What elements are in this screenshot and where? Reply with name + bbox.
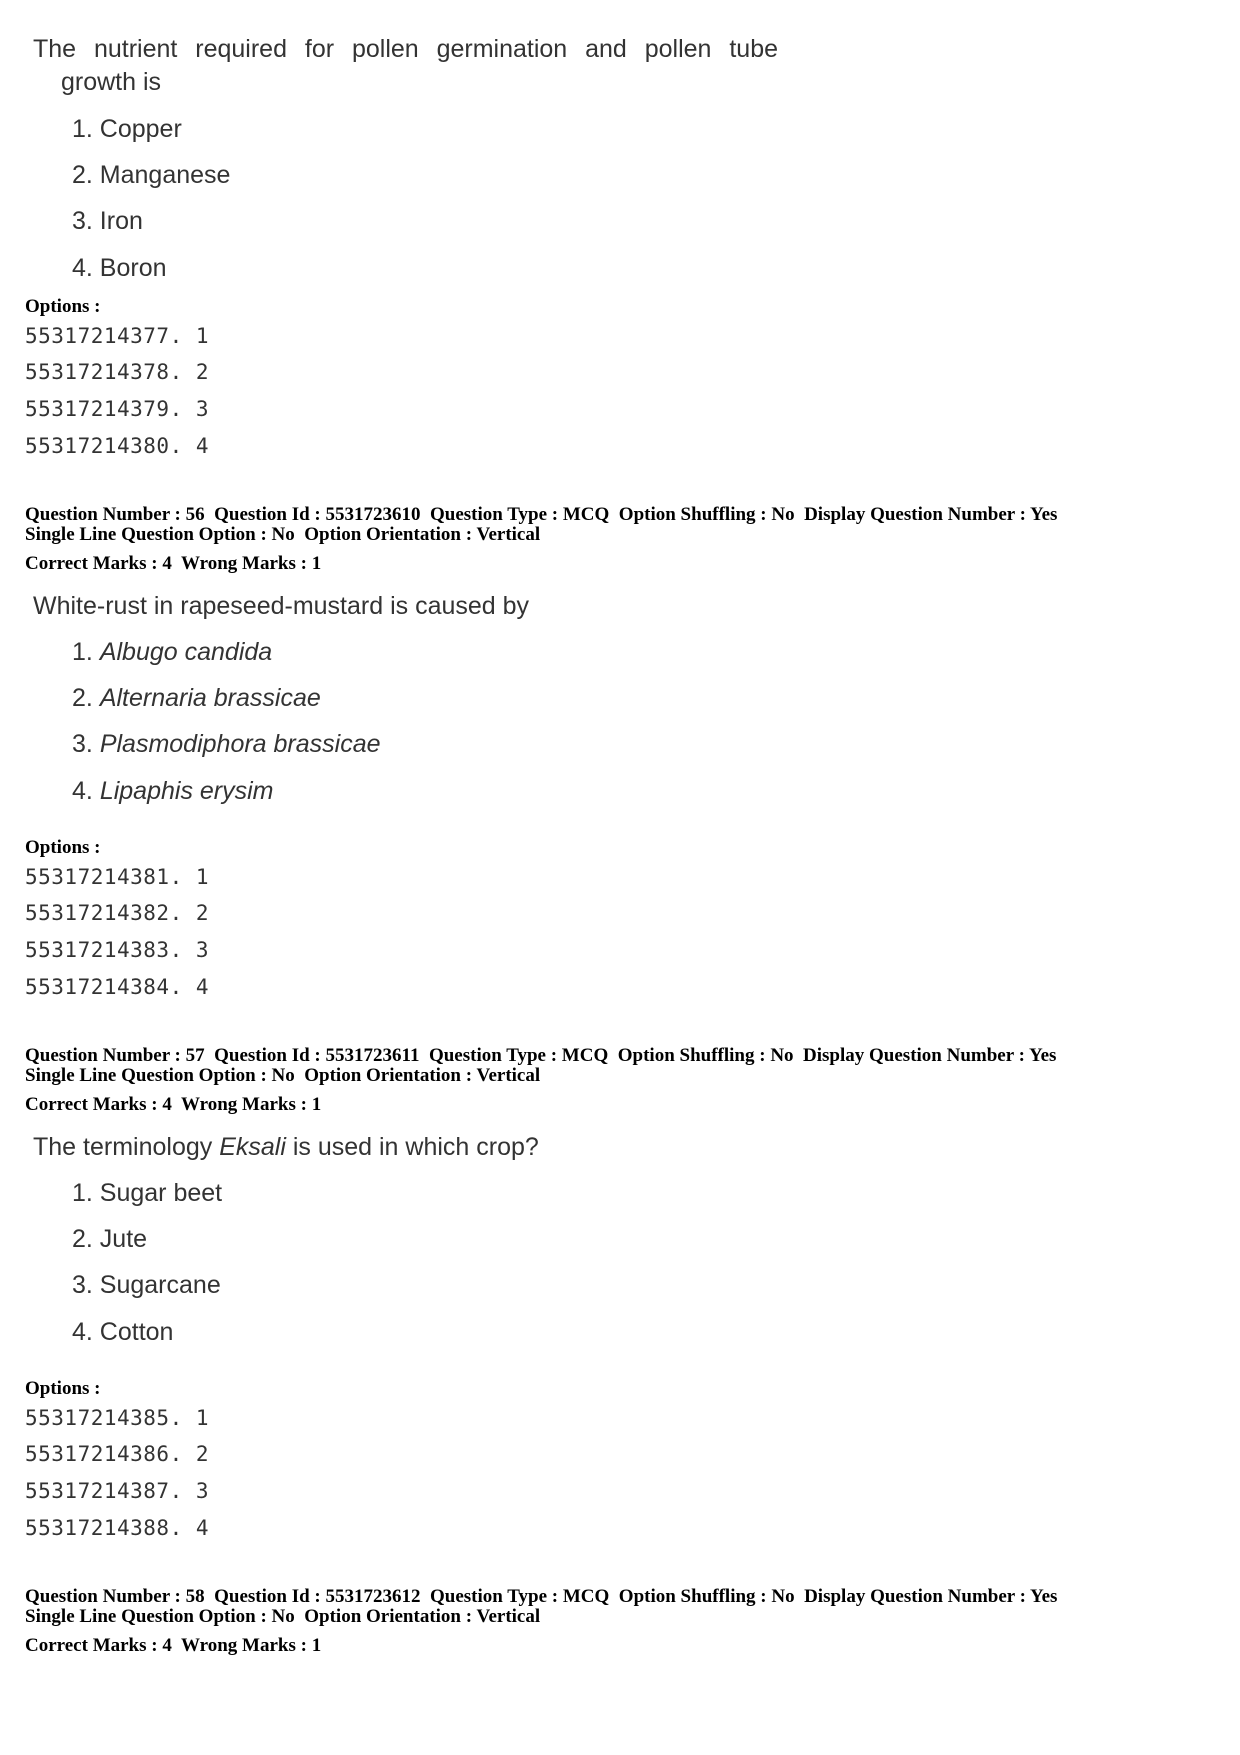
q55-choice-3: 3. Iron bbox=[72, 207, 143, 235]
q57-option-id-1: 55317214385. 1 bbox=[25, 1406, 210, 1430]
q55-option-id-1: 55317214377. 1 bbox=[25, 324, 210, 348]
q56-choice-2-name: Alternaria brassicae bbox=[99, 684, 321, 712]
q56-choice-1-name: Albugo candida bbox=[99, 638, 273, 666]
q57-text-before: The terminology bbox=[33, 1133, 220, 1161]
q55-option-id-3: 55317214379. 3 bbox=[25, 397, 210, 421]
q57-question-text bbox=[33, 1131, 539, 1164]
q57-option-id-4: 55317214388. 4 bbox=[25, 1516, 210, 1540]
q55-option-id-4: 55317214380. 4 bbox=[25, 434, 210, 458]
q56-marks: Correct Marks : 4 Wrong Marks : 1 bbox=[25, 553, 322, 574]
q57-options-label: Options : bbox=[25, 1378, 101, 1399]
q57-meta-line2: Single Line Question Option : No Option Orientation : Vertical bbox=[25, 1065, 541, 1086]
q57-choice-4: 4. Cotton bbox=[72, 1318, 174, 1346]
q57-choice-2: 2. Jute bbox=[72, 1225, 148, 1253]
q55-choice-2: 2. Manganese bbox=[72, 161, 231, 189]
q56-question-text: White-rust in rapeseed-mustard is caused by bbox=[33, 592, 530, 620]
q56-choice-2-number: 2. bbox=[72, 684, 93, 712]
q56-option-id-3: 55317214383. 3 bbox=[25, 938, 210, 962]
q57-text-italic: Eksali bbox=[219, 1133, 286, 1161]
q57-option-id-3: 55317214387. 3 bbox=[25, 1479, 210, 1503]
q58-marks: Correct Marks : 4 Wrong Marks : 1 bbox=[25, 1635, 322, 1656]
q57-text-after: is used in which crop? bbox=[285, 1133, 539, 1161]
q55-question-text-line1: The nutrient required for pollen germination and pollen tube bbox=[33, 35, 778, 63]
q57-marks: Correct Marks : 4 Wrong Marks : 1 bbox=[25, 1094, 322, 1115]
q56-choice-4 bbox=[72, 775, 274, 808]
q56-option-id-2: 55317214382. 2 bbox=[25, 901, 210, 925]
q56-meta-line2: Single Line Question Option : No Option Orientation : Vertical bbox=[25, 524, 541, 545]
q56-choice-3 bbox=[72, 728, 381, 761]
q58-meta-line2: Single Line Question Option : No Option Orientation : Vertical bbox=[25, 1606, 541, 1627]
q57-option-id-2: 55317214386. 2 bbox=[25, 1442, 210, 1466]
q57-choice-1: 1. Sugar beet bbox=[72, 1179, 223, 1207]
q57-choice-3: 3. Sugarcane bbox=[72, 1271, 221, 1299]
q56-choice-1 bbox=[72, 636, 272, 669]
q56-options-label: Options : bbox=[25, 837, 101, 858]
q56-choice-4-number: 4. bbox=[72, 777, 93, 805]
q55-question-text-line2: growth is bbox=[61, 68, 162, 96]
q55-choice-1: 1. Copper bbox=[72, 115, 182, 143]
q56-meta-line1: Question Number : 56 Question Id : 5531723610 Question Type : MCQ Option Shuffling : No Display Question Number : Yes bbox=[25, 504, 1058, 525]
q56-option-id-4: 55317214384. 4 bbox=[25, 975, 210, 999]
q55-option-id-2: 55317214378. 2 bbox=[25, 360, 210, 384]
q57-meta-line1: Question Number : 57 Question Id : 5531723611 Question Type : MCQ Option Shuffling : No Display Question Number : Yes bbox=[25, 1045, 1057, 1066]
q55-options-label: Options : bbox=[25, 296, 101, 317]
q56-choice-2 bbox=[72, 682, 321, 715]
q56-choice-3-number: 3. bbox=[72, 730, 93, 758]
q58-meta-line1: Question Number : 58 Question Id : 5531723612 Question Type : MCQ Option Shuffling : No Display Question Number : Yes bbox=[25, 1586, 1058, 1607]
q56-choice-4-name: Lipaphis erysim bbox=[99, 777, 274, 805]
q56-choice-1-number: 1. bbox=[72, 638, 93, 666]
q56-option-id-1: 55317214381. 1 bbox=[25, 865, 210, 889]
q55-choice-4: 4. Boron bbox=[72, 254, 167, 282]
q56-choice-3-name: Plasmodiphora brassicae bbox=[99, 730, 381, 758]
